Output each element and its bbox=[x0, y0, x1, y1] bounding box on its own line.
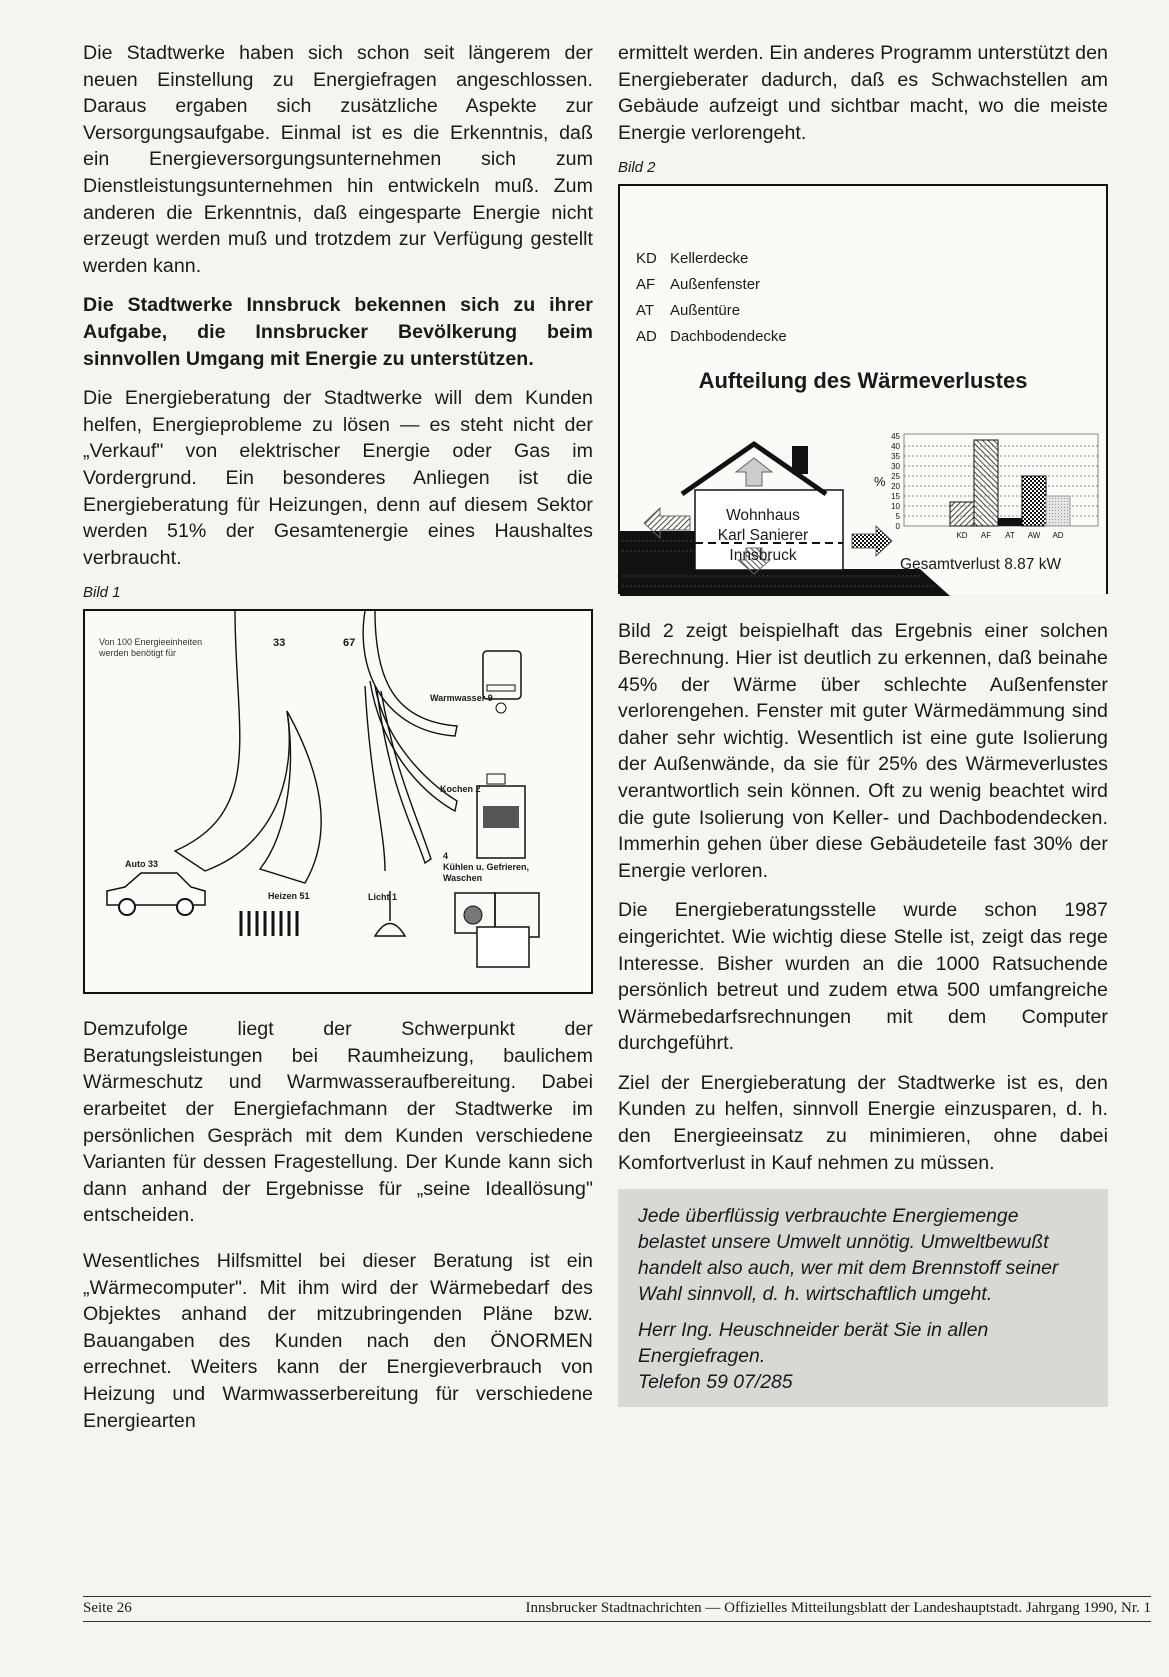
figure1-intro: Von 100 Energieeinheiten werden benötigt für bbox=[99, 637, 203, 659]
paragraph-bild2-explanation: Bild 2 zeigt beispielhaft das Ergebnis einer solchen Berechnung. Hier ist deutlich zu erkennen, daß beinahe 45% der Wärme über schlechte Außenfenster verlorengehen. Fenster mit guter Wärmedämmung sind daher sehr wichtig. Wesentlich ist eine gute Isolierung der Außenwände, da sie für 25% des Wärmeverlustes verantwortlich sein können. Oft zu wenig beachtet wird die gute Isolierung von Keller- und Dachbodendecken. Immerhin gehen über diese Gebäudeteile fast 30% der Energie verloren. bbox=[618, 620, 1108, 882]
total-heat-loss: Gesamtverlust 8.87 kW bbox=[900, 556, 1062, 574]
paragraph-waermecomputer: Wesentliches Hilfsmittel bei dieser Beratung ist ein „Wärmecomputer". Mit ihm wird der Wärmebedarf des Objektes anhand der mitzubringenden Pläne bzw. Bauangaben des Kunden nach den ÖNORMEN errechnet. Weiters kann der Energieverbrauch von Heizung und Warmwasserbereitung für verschiedene Energiearten bbox=[83, 1250, 593, 1432]
svg-text:20: 20 bbox=[891, 482, 900, 492]
page-footer bbox=[83, 1596, 1151, 1622]
paragraph-consulting: Die Energieberatung der Stadtwerke will dem Kunden helfen, Energieprobleme zu lösen — es steht nicht der „Verkauf" von elektrischer Energie oder Gas im Vordergrund. Ein besonderes Anliegen ist die Energieberatung für Heizungen, denn auf diesem Sektor werden 51% der Gesamtenergie eines Haushaltes verbraucht. bbox=[83, 387, 593, 569]
label-kochen: Kochen 2 bbox=[440, 784, 481, 795]
figure2-title: Aufteilung des Wärmeverlustes bbox=[698, 368, 1028, 394]
svg-text:10: 10 bbox=[891, 502, 900, 512]
legend-item: AT Außentüre bbox=[636, 302, 741, 320]
svg-text:35: 35 bbox=[891, 452, 900, 462]
legend-item: AF Außenfenster bbox=[636, 276, 761, 294]
svg-text:AD: AD bbox=[1052, 531, 1064, 541]
svg-text:45: 45 bbox=[891, 432, 900, 442]
svg-text:25: 25 bbox=[891, 472, 900, 482]
split-right-value: 67 bbox=[343, 637, 356, 650]
house-label: Wohnhaus Karl Sanierer Innsbruck bbox=[717, 507, 809, 565]
svg-text:5: 5 bbox=[895, 512, 900, 522]
right-column bbox=[618, 40, 1108, 1407]
paragraph-focus: Demzufolge liegt der Schwerpunkt der Beratungsleistungen bei Raumheizung, baulichem Wärmeschutz und Warmwasseraufbereitung. Dabei erarbeitet der Energiefachmann der Stadtwerke im persönlichen Gespräch mit dem Kunden verschiedene Varianten für dessen Fragestellung. Der Kunde kann sich dann anhand der Ergebnisse für „seine Ideallösung" entscheiden. bbox=[83, 1018, 593, 1227]
label-auto: Auto 33 bbox=[125, 859, 159, 870]
paragraph-history: Die Energieberatungsstelle wurde schon 1987 eingerichtet. Wie wichtig diese Stelle ist, zeigt das rege Interesse. Bisher wurden an die 1000 Ratsuchende persönlich betreut und zudem etwa 500 umfangreiche Wärmebedarfsrechnungen mit dem Computer durchgeführt. bbox=[618, 899, 1108, 1055]
flow-diagram-icon bbox=[85, 611, 591, 992]
house-and-bar-chart bbox=[620, 186, 1106, 596]
label-waschen: Waschen bbox=[443, 873, 483, 884]
figure1-caption: Bild 1 bbox=[83, 584, 121, 602]
paragraph-intro: Die Stadtwerke haben sich schon seit längerem der neuen Einstellung zu Energiefragen angeschlossen. Daraus ergaben sich zusätzliche Aspekte zur Versorgungsaufgabe. Einmal ist es die Erkenntnis, daß ein Energieversorgungsunternehmen sich zum Dienstleistungsunternehmen hin entwickeln muß. Zum anderen die Erkenntnis, daß eingesparte Energie nicht erzeugt werden muß und trotzdem zur Verfügung gestellt werden kann. bbox=[83, 42, 593, 277]
label-kuehlen-value: 4 bbox=[443, 851, 449, 862]
quote-phone: Telefon 59 07/285 bbox=[638, 1371, 793, 1394]
label-warmwasser: Warmwasser 9 bbox=[430, 693, 493, 704]
svg-text:KD: KD bbox=[956, 531, 968, 541]
quote-text: Jede überflüssig verbrauchte Energiemenge belastet unsere Umwelt unnötig. Umweltbewußt handelt also auch, wer mit dem Brennstoff seiner Wahl sinnvoll, d. h. wirtschaftlich umgeht. bbox=[638, 1205, 1059, 1306]
figure1-energy-distribution bbox=[83, 609, 593, 994]
svg-text:AF: AF bbox=[980, 531, 992, 541]
svg-text:%: % bbox=[874, 474, 886, 490]
quote-contact: Herr Ing. Heuschneider berät Sie in allen Energiefragen. bbox=[638, 1319, 989, 1368]
figure2-heat-loss bbox=[618, 184, 1108, 594]
quote-box bbox=[618, 1189, 1108, 1407]
figure2-caption: Bild 2 bbox=[618, 159, 656, 177]
label-heizen: Heizen 51 bbox=[268, 891, 310, 902]
page-number: Seite 26 bbox=[83, 1600, 132, 1616]
label-licht: Licht 1 bbox=[368, 892, 398, 903]
paragraph-goal: Ziel der Energieberatung der Stadtwerke ist es, den Kunden zu helfen, sinnvoll Energie einzusparen, d. h. den Energieeinsatz zu minimieren, ohne dabei Komfortverlust in Kauf nehmen zu müssen. bbox=[618, 1071, 1108, 1174]
svg-text:30: 30 bbox=[891, 462, 900, 472]
split-left-value: 33 bbox=[273, 637, 286, 650]
label-kuehlen: Kühlen u. Gefrieren, bbox=[443, 862, 530, 873]
svg-text:0: 0 bbox=[895, 522, 900, 532]
paragraph-mission: Die Stadtwerke Innsbruck bekennen sich zu ihrer Aufgabe, die Innsbrucker Bevölkerung beim sinnvollen Umgang mit Energie zu unterstützen. bbox=[83, 294, 593, 370]
svg-text:40: 40 bbox=[891, 442, 900, 452]
left-column bbox=[83, 40, 593, 1447]
svg-text:15: 15 bbox=[891, 492, 900, 502]
svg-text:AW: AW bbox=[1027, 531, 1041, 541]
legend-item: AD Dachbodendecke bbox=[636, 328, 787, 346]
svg-text:AT: AT bbox=[1005, 531, 1015, 541]
legend-item: KD Kellerdecke bbox=[636, 250, 749, 268]
paragraph-continuation: ermittelt werden. Ein anderes Programm unterstützt den Energieberater dadurch, daß es Schwachstellen am Gebäude aufzeigt und sichtbar macht, wo die meiste Energie verlorengeht. bbox=[618, 42, 1108, 144]
publication-line: Innsbrucker Stadtnachrichten — Offizielles Mitteilungsblatt der Landeshauptstadt. Jahrgang 1990, Nr. 1 bbox=[525, 1600, 1151, 1616]
